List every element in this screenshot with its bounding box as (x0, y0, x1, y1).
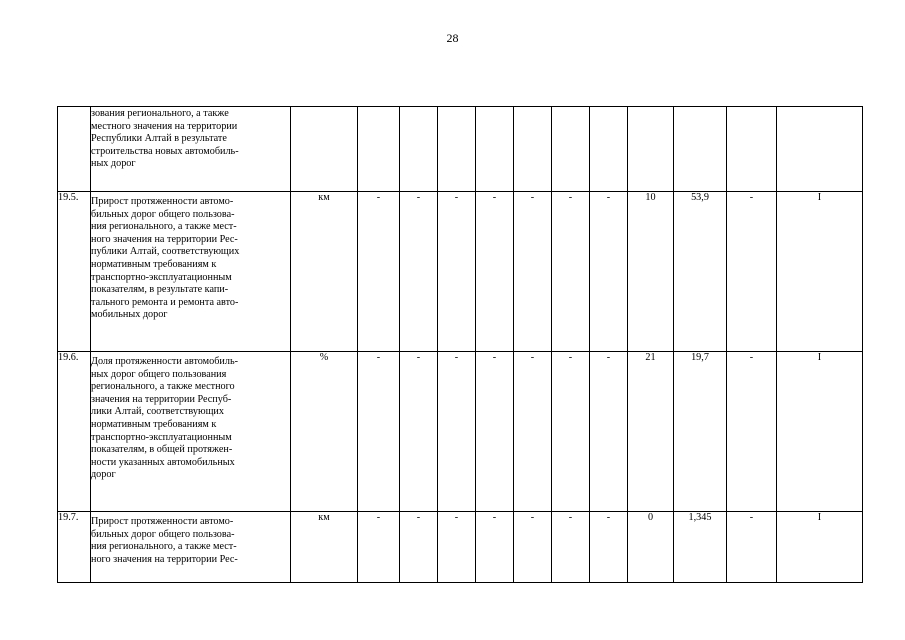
unit-cell (291, 107, 358, 192)
description-line: дорог (91, 469, 116, 481)
value-cell: - (438, 512, 476, 583)
description-line: бильных дорог общего пользова- (91, 208, 235, 220)
description-line: мобильных дорог (91, 309, 168, 321)
description-line: значения на территории Респуб- (91, 393, 232, 405)
value-cell: - (727, 192, 777, 352)
value-cell: - (514, 352, 552, 512)
value-cell: 53,9 (674, 192, 727, 352)
value-cell: - (358, 192, 400, 352)
value-cell (552, 107, 590, 192)
value-cell: - (438, 352, 476, 512)
value-cell: - (400, 352, 438, 512)
value-cell: I (777, 352, 863, 512)
indicator-description (91, 107, 291, 192)
description-line: показателям, в результате капи- (91, 284, 229, 296)
value-cell: - (514, 192, 552, 352)
value-cell: 0 (628, 512, 674, 583)
description-line: тального ремонта и ремонта авто- (91, 296, 239, 308)
unit-cell: км (291, 192, 358, 352)
value-cell: - (400, 512, 438, 583)
description-line: зования регионального, а также (91, 108, 229, 119)
description-line: Республики Алтай в результате (91, 133, 227, 145)
description-line: Прирост протяженности автомо- (91, 516, 234, 527)
indicator-description (91, 512, 291, 583)
description-line: ного значения на территории Рес- (91, 233, 238, 245)
value-cell: - (552, 512, 590, 583)
row-number: 19.5. (58, 192, 91, 352)
description-line: регионального, а также местного (91, 381, 235, 393)
value-cell (628, 107, 674, 192)
page-number: 28 (446, 31, 459, 45)
description-line: местного значения на территории (91, 120, 238, 132)
value-cell: - (438, 192, 476, 352)
description-line: Прирост протяженности автомо- (91, 196, 234, 207)
value-cell: - (358, 512, 400, 583)
indicator-description (91, 192, 291, 352)
value-cell: I (777, 512, 863, 583)
value-cell: 19,7 (674, 352, 727, 512)
value-cell: - (590, 192, 628, 352)
indicator-table (57, 106, 863, 583)
value-cell: - (727, 352, 777, 512)
value-cell (514, 107, 552, 192)
description-line: ного значения на территории Рес- (91, 553, 238, 565)
row-number: 19.7. (58, 512, 91, 583)
value-cell: - (476, 352, 514, 512)
value-cell: 1,345 (674, 512, 727, 583)
unit-cell: % (291, 352, 358, 512)
value-cell: - (358, 352, 400, 512)
value-cell (476, 107, 514, 192)
value-cell: - (514, 512, 552, 583)
value-cell: - (590, 512, 628, 583)
value-cell (727, 107, 777, 192)
value-cell (438, 107, 476, 192)
value-cell: - (476, 512, 514, 583)
value-cell (590, 107, 628, 192)
table-row (58, 352, 863, 512)
row-number: 19.6. (58, 352, 91, 512)
row-number (58, 107, 91, 192)
value-cell: - (590, 352, 628, 512)
table-row (58, 192, 863, 352)
value-cell (358, 107, 400, 192)
value-cell (777, 107, 863, 192)
value-cell: 10 (628, 192, 674, 352)
description-line: ния регионального, а также мест- (91, 541, 237, 553)
description-line: ния регионального, а также мест- (91, 221, 237, 233)
description-line: нормативным требованиям к (91, 418, 217, 430)
value-cell (674, 107, 727, 192)
description-line: ности указанных автомобильных (91, 456, 235, 468)
value-cell: - (552, 192, 590, 352)
value-cell: - (400, 192, 438, 352)
description-line: Доля протяженности автомобиль- (91, 356, 238, 367)
indicator-description (91, 352, 291, 512)
table-row (58, 512, 863, 583)
description-line: строительства новых автомобиль- (91, 145, 239, 157)
description-line: ных дорог (91, 158, 136, 170)
value-cell: - (476, 192, 514, 352)
description-line: бильных дорог общего пользова- (91, 528, 235, 540)
value-cell: 21 (628, 352, 674, 512)
description-line: ных дорог общего пользования (91, 368, 227, 380)
value-cell: I (777, 192, 863, 352)
table-row (58, 107, 863, 192)
description-line: транспортно-эксплуатационным (91, 431, 232, 443)
description-line: показателям, в общей протяжен- (91, 444, 233, 456)
unit-cell: км (291, 512, 358, 583)
value-cell (400, 107, 438, 192)
description-line: транспортно-эксплуатационным (91, 271, 232, 283)
description-line: публики Алтай, соответствующих (91, 246, 240, 258)
description-line: нормативным требованиям к (91, 258, 217, 270)
description-line: лики Алтай, соответствующих (91, 406, 224, 418)
value-cell: - (727, 512, 777, 583)
value-cell: - (552, 352, 590, 512)
